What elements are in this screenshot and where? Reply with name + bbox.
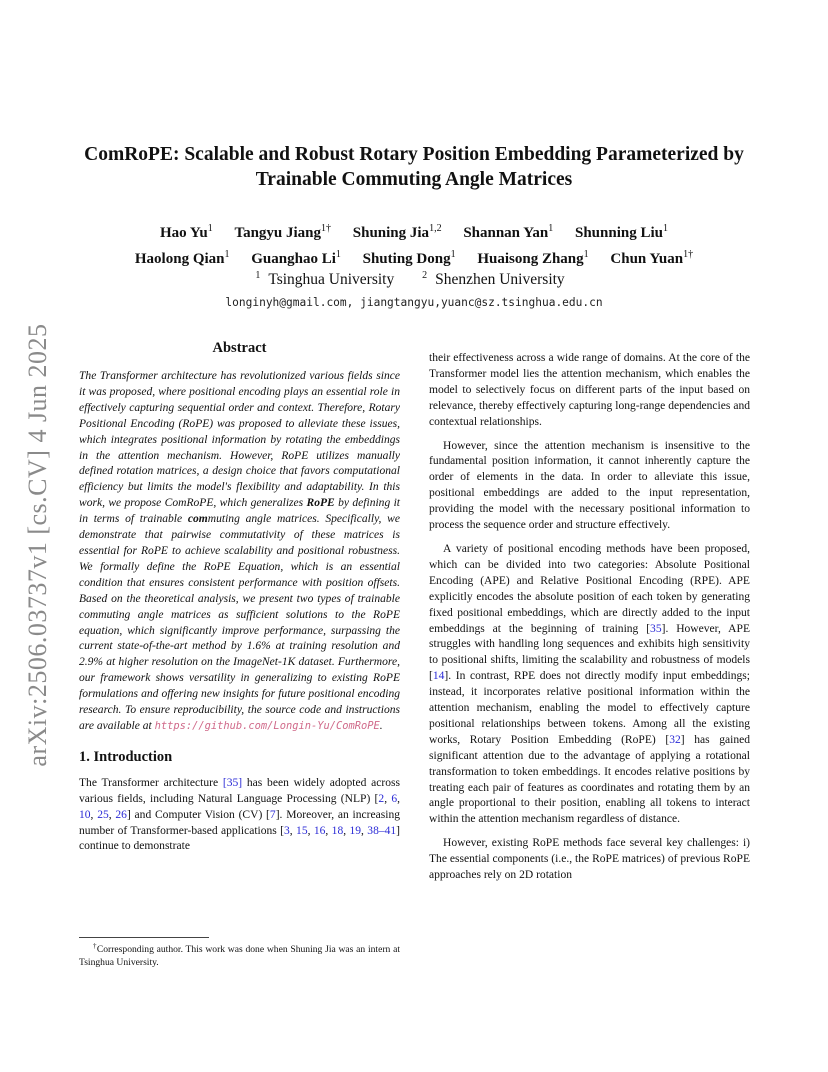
citation-link[interactable]: 3 bbox=[284, 824, 290, 837]
citation-link[interactable]: 32 bbox=[669, 733, 681, 746]
author: Haolong Qian$^1$ bbox=[134, 249, 230, 267]
paragraph-text: ]. Moreover, an increasing number of Transformer-based applications [ bbox=[79, 808, 401, 837]
paragraph-text: A variety of positional encoding methods have been proposed, which can be divided into two categories: Absolute Positional Encoding (APE) and Relative Positional Encoding (RPE). APE explicitly encodes the absolute position of each token by generating fixed positional embeddings, which are directly added to the input embeddings at the beginning of training [ bbox=[429, 542, 750, 635]
citation-link[interactable]: 18 bbox=[331, 824, 344, 837]
paragraph-text: , bbox=[361, 824, 368, 837]
author-emails: longinyh@gmail.com, jiangtangyu,yuanc@sz.tsinghua.edu.cn bbox=[225, 296, 603, 309]
citation-link[interactable]: 15 bbox=[296, 824, 308, 837]
paragraph-text: ]. However, APE struggles with handling long sequences and exhibits high sensitivity to positional shifts, limiting the scalability and robustness of models [ bbox=[429, 622, 750, 683]
paragraph-text: , bbox=[343, 824, 350, 837]
paragraph-text: ] continue to demonstrate bbox=[79, 824, 401, 853]
author: Chun Yuan$^{1\dagger}$ bbox=[610, 249, 694, 267]
author: Shannan Yan$^1$ bbox=[463, 223, 554, 241]
paragraph-text: , bbox=[307, 824, 314, 837]
left-column bbox=[79, 340, 400, 863]
citation-link[interactable]: 25 bbox=[97, 808, 109, 821]
citation-link[interactable]: 2 bbox=[378, 792, 385, 805]
author: Shuning Jia$^{1,2}$ bbox=[352, 223, 442, 241]
citation-link[interactable]: 14 bbox=[432, 670, 445, 683]
intro-paragraph-1 bbox=[79, 776, 400, 856]
citation-link[interactable]: 35 bbox=[650, 622, 662, 635]
author: Shuting Dong$^1$ bbox=[362, 249, 456, 267]
author-row-1 bbox=[60, 218, 768, 244]
citation-link[interactable]: 38–41 bbox=[367, 824, 397, 837]
citation-link[interactable]: 10 bbox=[79, 808, 91, 821]
citation-link[interactable]: 16 bbox=[313, 824, 326, 837]
citation-link[interactable]: 6 bbox=[391, 792, 398, 805]
citation-link[interactable]: 19 bbox=[349, 824, 362, 837]
affiliations bbox=[60, 266, 768, 290]
paper-title: ComRoPE: Scalable and Robust Rotary Position Embedding Parameterized by Trainable Commuting Angle Matrices bbox=[84, 144, 744, 190]
paragraph-text: ]. In contrast, RPE does not directly modify input embeddings; instead, it incorporates relative positional information within the attention mechanism, enabling the model to effectively capture positional relationships between tokens. Among all the existing works, Rotary Position Embedding (RoPE) [ bbox=[429, 670, 750, 746]
affiliation: $^1$ Tsinghua University bbox=[255, 270, 395, 289]
footnote-divider bbox=[79, 937, 209, 938]
paragraph-text: , bbox=[384, 792, 392, 805]
paragraph-text: , bbox=[108, 808, 116, 821]
citation-link[interactable]: 26 bbox=[115, 808, 127, 821]
author: Hao Yu$^1$ bbox=[160, 223, 213, 241]
author: Shunning Liu$^1$ bbox=[574, 223, 668, 241]
paragraph-text: ] has gained significant attention due to the advantage of applying a rotational transformation to token embeddings. It encodes relative positions by treating each pair of features as coordinates and rotating them by an angle proportional to their position, enabling all tokens to interact within the attention mechanism regardless of distance. bbox=[429, 733, 750, 826]
intro-paragraph-4 bbox=[429, 542, 750, 828]
paragraph-text: The Transformer architecture bbox=[79, 776, 223, 789]
paragraph-text: , bbox=[325, 824, 332, 837]
right-column bbox=[429, 351, 750, 892]
intro-paragraph-2: their effectiveness across a wide range of domains. At the core of the Transformer model lies the attention mechanism, which enables the model to selectively focus on different parts of the input based on relevance, thereby effectively capturing long-range dependencies and contextual relationships. bbox=[429, 352, 750, 428]
author: Huaisong Zhang$^1$ bbox=[477, 249, 589, 267]
paragraph-text: has been widely adopted across various fields, including Natural Language Processing (NLP) [ bbox=[79, 776, 400, 805]
arxiv-identifier: arXiv:2506.03737v1 [cs.CV] 4 Jun 2025 bbox=[23, 323, 52, 767]
author: Tangyu Jiang$^{1\dagger}$ bbox=[234, 223, 332, 241]
author-list bbox=[60, 218, 768, 270]
paragraph-text: ] and Computer Vision (CV) [ bbox=[126, 808, 270, 821]
paragraph-text: , bbox=[289, 824, 297, 837]
footnote-mark: † bbox=[93, 942, 97, 950]
footnote: †Corresponding author. This work was done when Shuning Jia was an intern at Tsinghua University. bbox=[79, 942, 400, 969]
code-url-link[interactable]: https://github.com/Longin-Yu/ComRoPE bbox=[154, 719, 380, 732]
section-heading-introduction: 1. Introduction bbox=[79, 748, 173, 765]
intro-paragraph-3: However, since the attention mechanism is insensitive to the fundamental position information, it cannot inherently capture the order of elements in the data. In order to alleviate this issue, positional embeddings are added to the input representation, providing the model with the necessary positional information to process the sequence order and structure effectively. bbox=[429, 439, 750, 532]
intro-paragraph-5: However, existing RoPE methods face several key challenges: i) The essential components (i.e., the RoPE matrices) of previous RoPE approaches rely on 2D rotation bbox=[429, 837, 750, 882]
abstract-heading: Abstract bbox=[212, 340, 267, 356]
abstract-text: The Transformer architecture has revolutionized various fields since it was proposed, where positional encoding plays an essential role in effectively capturing sequential order and context. Therefore, Rotary Positional Encoding (RoPE) was proposed to alleviate these issues, which integrates positional information by rotating the embeddings in the attention mechanism. However, RoPE utilizes manually defined rotation matrices, a design choice that favors computational efficiency but limits the model's flexibility and adaptability. In this work, we propose ComRoPE, which generalizes RoPE by defining it in terms of trainable commuting angle matrices. Specifically, we demonstrate that pairwise commutativity of these matrices is essential for RoPE to achieve scalability and positional robustness. We formally define the RoPE Equation, which is an essential condition that ensures consistent performance with position offsets. Based on the theoretical analysis, we present two types of trainable commuting angle matrices as sufficient solutions to the RoPE equation, which significantly improve performance, surpassing the current state-of-the-art method by 1.6% at training resolution and 2.9% at higher resolution on the ImageNet-1K dataset. Furthermore, our framework shows versatility in generalizing to existing RoPE formulations and offering new insights for future positional encoding research. To ensure reproducibility, the source code and instructions are available at https://github.com/Longin-Yu/ComRoPE. bbox=[79, 370, 400, 732]
citation-link[interactable]: 7 bbox=[269, 808, 276, 821]
author: Guanghao Li$^1$ bbox=[251, 249, 341, 267]
citation-link[interactable]: [35] bbox=[222, 776, 243, 789]
paragraph-text: , bbox=[397, 792, 400, 805]
paragraph-text: , bbox=[90, 808, 98, 821]
affiliation: $^2$ Shenzhen University bbox=[422, 270, 565, 289]
